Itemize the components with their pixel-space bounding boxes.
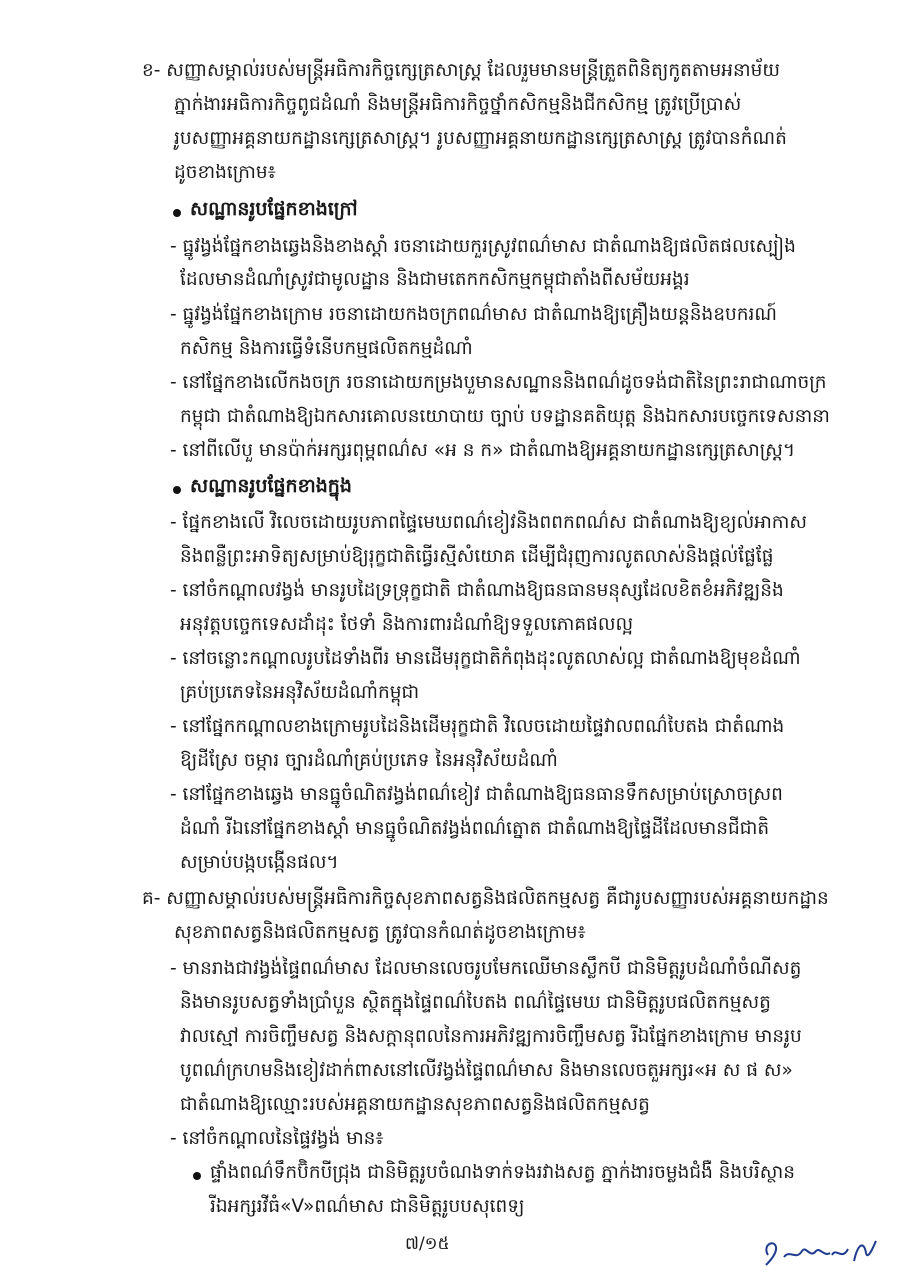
- heading-outer: សណ្ឋានរូបផ្នែកខាងក្រៅ: [190, 198, 358, 220]
- outer-item-line-1: - ធ្នូវង្វង់ផ្នែកខាងឆ្វេងនិងខាងស្តាំ រចនាដោយកួរស្រូវពណ៌មាស ជាតំណាងឱ្យផលិតផលស្បៀង: [170, 236, 796, 257]
- inner-item-line-3: - នៅចំកណ្តាលវង្វង់ មានរូបដៃទ្រទ្រុក្ខជាតិ ជាតំណាងឱ្យធនធានមនុស្សដែលខិតខំអភិវឌ្ឍនិង: [170, 580, 784, 601]
- page-number: ៧/១៥: [405, 1234, 450, 1254]
- bullet-icon: [173, 209, 181, 217]
- para-kha-line-3: រូបសញ្ញាអគ្គនាយកដ្ឋានក្សេត្រសាស្ត្រ។ រូបសញ្ញាអគ្គនាយកដ្ឋានក្សេត្រសាស្ត្រ ត្រូវបានកំណត់: [174, 128, 787, 149]
- para-ko-line-6: បូពណ៌ក្រហមនិងខៀវដាក់ពាសនៅលើវង្វង់ផ្ទៃពណ៌មាស និងមានលេចតួអក្សរ«អ ស ផ ស»: [180, 1060, 793, 1081]
- para-kha-line-1: ខ- សញ្ញាសម្គាល់របស់មន្ត្រីអធិការកិច្ចក្សេត្រសាស្ត្រ ដែលរួមមានមន្ត្រីត្រួតពិនិត្យកូតតាមអនាម័យ: [142, 60, 780, 81]
- para-ko-line-4: និងមានរូបសត្វទាំងប្រាំបួន ស្ថិតក្នុងផ្ទៃពណ៌បៃតង ពណ៌ផ្ទៃមេឃ ជានិមិត្តរូបផលិតកម្មសត្វ: [180, 992, 771, 1013]
- para-kha-line-4: ដូចខាងក្រោម៖: [174, 162, 276, 183]
- inner-item-line-8: ឱ្យដីស្រែ ចម្ការ ច្បារដំណាំគ្រប់ប្រភេទ នៃអនុវិស័យដំណាំ: [180, 750, 558, 771]
- para-kha-line-2: ភ្នាក់ងារអធិការកិច្ចពូជដំណាំ និងមន្ត្រីអធិការកិច្ចថ្នាំកសិកម្មនិងជីកសិកម្ម ត្រូវប្រើប្រាស់: [174, 94, 742, 115]
- inner-item-line-6: គ្រប់ប្រភេទនៃអនុវិស័យដំណាំកម្ពុជា: [180, 682, 420, 703]
- para-ko-line-7: ជាតំណាងឱ្យឈ្មោះរបស់អគ្គនាយកដ្ឋានសុខភាពសត្វនិងផលិតកម្មសត្វ: [180, 1094, 650, 1115]
- para-ko-line-8: - នៅចំកណ្តាលនៃផ្ទៃវង្វង់ មាន៖: [170, 1128, 384, 1149]
- para-ko-line-3: - មានរាងជាវង្វង់ផ្ទៃពណ៌មាស ដែលមានលេចរូបមែកឈើមានស្លឹកបី ជានិមិត្តរូបដំណាំចំណីសត្វ: [170, 958, 802, 979]
- inner-item-line-4: អនុវត្តបច្ចេកទេសដាំដុះ ថែទាំ និងការពារដំណាំឱ្យទទួលភោគផលល្អ: [180, 614, 634, 635]
- para-ko-line-1: គ- សញ្ញាសម្គាល់របស់មន្ត្រីអធិការកិច្ចសុខភាពសត្វនិងផលិតកម្មសត្វ គឺជារូបសញ្ញារបស់អគ្គនាយកដ្ឋាន: [142, 888, 829, 909]
- inner-item-line-5: - នៅចន្លោះកណ្តាលរូបដៃទាំងពីរ មានដើមរុក្ខជាតិកំពុងដុះលូតលាស់ល្អ ជាតំណាងឱ្យមុខដំណាំ: [170, 648, 801, 669]
- bullet-icon: [193, 1172, 201, 1180]
- outer-item-line-3: - ធ្នូវង្វង់ផ្នែកខាងក្រោម រចនាដោយកងចក្រពណ៌មាស ជាតំណាងឱ្យគ្រឿងយន្តនិងឧបករណ៍: [170, 304, 777, 325]
- outer-item-line-6: កម្ពុជា ជាតំណាងឱ្យឯកសារគោលនយោបាយ ច្បាប់ បទដ្ឋានគតិយុត្ត និងឯកសារបច្ចេកទេសនានា: [180, 406, 830, 427]
- outer-item-line-5: - នៅផ្នែកខាងលើកងចក្រ រចនាដោយកម្រងបួមានសណ្ឋាននិងពណ៌ដូចទង់ជាតិនៃព្រះរាជាណាចក្រ: [170, 372, 827, 393]
- sub-item-line-2: រីឯអក្សរវីធំ«V»ពណ៌មាស ជានិមិត្តរូបបសុពេទ្យ: [210, 1196, 525, 1217]
- inner-item-line-2: និងពន្លឺព្រះអាទិត្យសម្រាប់ឱ្យរុក្ខជាតិធ្វើរស្មីសំយោគ ដើម្បីជំរុញការលូតលាស់និងផ្តល់ផ្លែផ្លែ: [180, 546, 774, 567]
- inner-item-line-11: សម្រាប់បង្កបង្កើនផល។: [180, 852, 339, 873]
- sub-item-line-1: ផ្ទាំងពណ៌ទឹកប៊ិកបីជ្រុង ជានិមិត្តរូបចំណងទាក់ទងរវាងសត្វ ភ្នាក់ងារចម្លងជំងឺ និងបរិស្ថាន: [210, 1162, 796, 1183]
- inner-item-line-1: - ផ្នែកខាងលើ វិលេចដោយរូបភាពផ្ទៃមេឃពណ៌ខៀវនិងពពកពណ៌ស ជាតំណាងឱ្យខ្យល់អាកាស: [170, 512, 808, 533]
- inner-item-line-10: ដំណាំ រីឯនៅផ្នែកខាងស្តាំ មានធ្នូចំណិតវង្វង់ពណ៌ត្នោត ជាតំណាងឱ្យផ្ទៃដីដែលមានជីជាតិ: [180, 818, 770, 839]
- inner-item-line-7: - នៅផ្នែកកណ្តាលខាងក្រោមរូបដៃនិងដើមរុក្ខជាតិ វិលេចដោយផ្ទៃវាលពណ៌បៃតង ជាតំណាង: [170, 716, 785, 737]
- para-ko-line-2: សុខភាពសត្វនិងផលិតកម្មសត្វ ត្រូវបានកំណត់ដូចខាងក្រោម៖: [174, 922, 586, 943]
- outer-item-line-2: ដែលមានដំណាំស្រូវជាមូលដ្ឋាន និងជាមតេកកសិកម្មកម្ពុជាតាំងពីសម័យអង្គរ: [180, 269, 690, 290]
- outer-item-line-7: - នៅពីលើបួ មានប៉ាក់អក្សរពុម្ពពណ៌ស «អ ន ក» ជាតំណាងឱ្យអគ្គនាយកដ្ឋានក្សេត្រសាស្ត្រ។: [170, 440, 796, 461]
- heading-inner: សណ្ឋានរូបផ្នែកខាងក្នុង: [190, 475, 352, 497]
- inner-item-line-9: - នៅផ្នែកខាងឆ្វេង មានធ្នូចំណិតវង្វង់ពណ៌ខៀវ ជាតំណាងឱ្យធនធានទឹកសម្រាប់ស្រោចស្រព: [170, 784, 783, 805]
- bullet-icon: [173, 486, 181, 494]
- outer-item-line-4: កសិកម្ម និងការធ្វើទំនើបកម្មផលិតកម្មដំណាំ: [180, 338, 473, 359]
- para-ko-line-5: វាលស្មៅ ការចិញ្ចឹមសត្វ និងសក្តានុពលនៃការអភិវឌ្ឍការចិញ្ចឹមសត្វ រីឯផ្នែកខាងក្រោម មានរូប: [180, 1026, 802, 1047]
- signature-icon: [760, 1235, 880, 1269]
